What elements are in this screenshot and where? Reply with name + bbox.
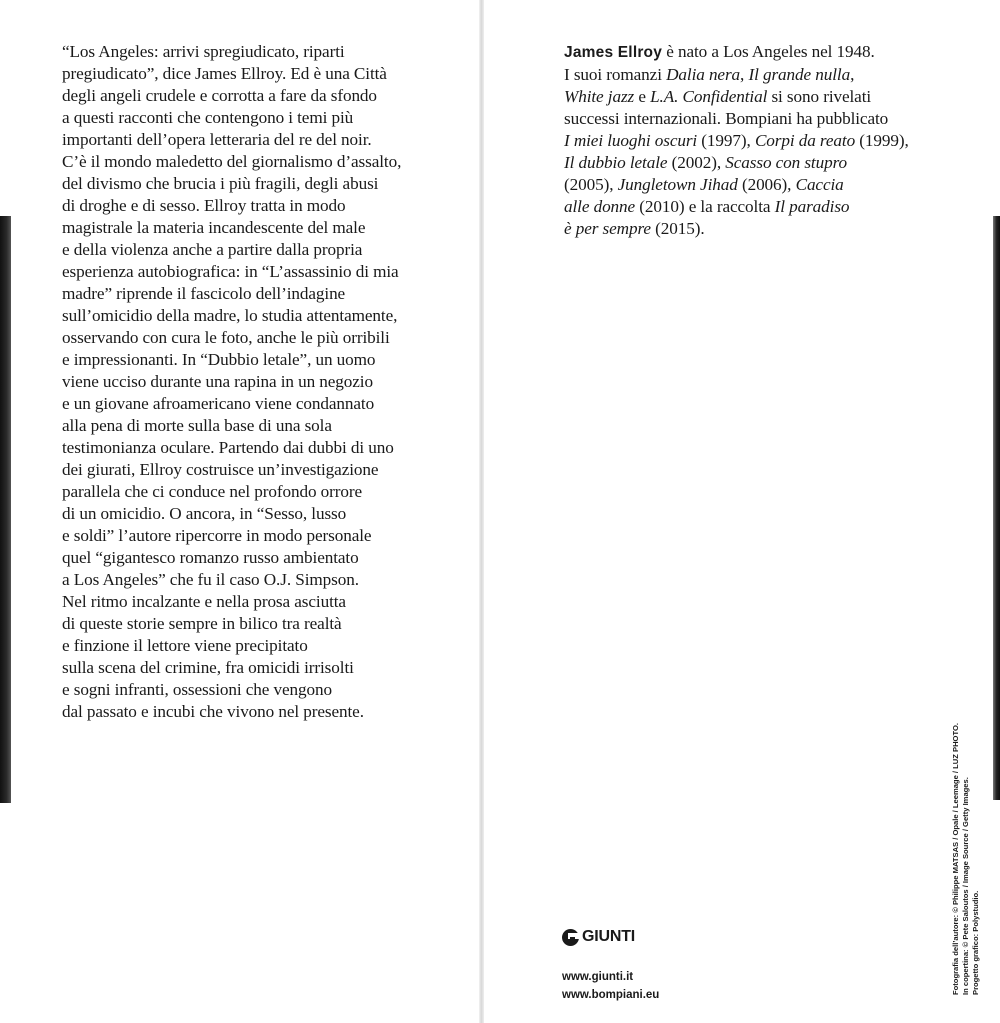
author-bio [564,41,964,240]
blurb-line: pregiudicato”, dice James Ellroy. Ed è una Città [62,64,387,83]
blurb-line: di un omicidio. O ancora, in “Sesso, lusso [62,504,347,523]
blurb-line: e un giovane afroamericano viene condannato [62,394,375,413]
blurb-line: e finzione il lettore viene precipitato [62,636,308,655]
bio-text: , [850,65,855,84]
bio-line [564,86,964,108]
blurb-line: di queste storie sempre in bilico tra realtà [62,614,342,633]
bio-text: (1997), [697,131,755,150]
bio-text: si sono rivelati [767,87,872,106]
blurb-line: esperienza autobiografica: in “L’assassinio di mia [62,262,399,281]
blurb-line: alla pena di morte sulla base di una sola [62,416,332,435]
blurb-line: di droghe e di sesso. Ellroy tratta in modo [62,196,346,215]
book-title: White jazz [564,87,635,106]
blurb-line: a Los Angeles” che fu il caso O.J. Simpson. [62,570,359,589]
bio-line [564,174,964,196]
bio-text: , [740,65,749,84]
blurb-line: osservando con cura le foto, anche le più orribili [62,328,390,347]
book-title: Caccia [795,175,844,194]
blurb-line: sull’omicidio della madre, lo studia attentamente, [62,306,398,325]
bio-line [564,218,964,240]
bio-line [564,64,964,86]
bio-line [564,196,964,218]
book-title: Jungletown Jihad [617,175,738,194]
bio-text: (2015). [650,219,705,238]
blurb-line: quel “gigantesco romanzo russo ambientato [62,548,359,567]
bio-line: successi internazionali. Bompiani ha pubblicato [564,109,889,128]
blurb-line: C’è il mondo maledetto del giornalismo d’assalto, [62,152,402,171]
blurb-line: e sogni infranti, ossessioni che vengono [62,680,333,699]
blurb-line: dei giurati, Ellroy costruisce un’investigazione [62,460,379,479]
book-title: Scasso con stupro [725,153,848,172]
cover-edge-left [0,216,11,803]
bio-text: I suoi romanzi [564,65,667,84]
giunti-website-link[interactable]: www.giunti.it [562,971,634,983]
blurb-line: a questi racconti che contengono i temi più [62,108,354,127]
bio-text: (2006), [737,175,796,194]
blurb-line: parallela che ci conduce nel profondo orrore [62,482,363,501]
blurb-line: Nel ritmo incalzante e nella prosa asciutta [62,592,346,611]
bio-text: è nato a Los Angeles nel 1948. [662,42,875,61]
blurb-line: e soldi” l’autore ripercorre in modo personale [62,526,372,545]
credit-line: Fotografia dell’autore: © Philippe MATSAS / Opale / Leemage / LUZ PHOTO. [951,723,960,995]
bio-line [564,130,964,152]
blurb-line: testimonianza oculare. Partendo dai dubbi di uno [62,438,394,457]
book-title: alle donne [564,197,636,216]
bio-text: e [634,87,651,106]
giunti-logo-icon [562,929,579,946]
publisher-logo-text: GIUNTI [582,928,636,945]
publisher-logo [562,926,635,948]
bio-line [564,152,964,174]
page-fold [479,0,484,1023]
book-title: Il paradiso [774,197,850,216]
bio-text: (2010) e la raccolta [635,197,775,216]
credit-line: In copertina: © Pete Saloutos / Image Source / Getty Images. [960,777,970,995]
book-blurb [62,41,462,723]
book-title: è per sempre [564,219,651,238]
blurb-line: del divismo che brucia i più fragili, degli abusi [62,174,379,193]
blurb-line: madre” riprende il fascicolo dell’indagine [62,284,346,303]
blurb-line: sulla scena del crimine, fra omicidi irrisolti [62,658,354,677]
publisher-links [562,968,659,1004]
blurb-line: e impressionanti. In “Dubbio letale”, un uomo [62,350,376,369]
book-title: I miei luoghi oscuri [564,131,698,150]
bio-text: (2005), [564,175,618,194]
cover-edge-right [993,216,1000,800]
credit-line: Progetto grafico: Polystudio. [970,890,980,995]
blurb-line: e della violenza anche a partire dalla propria [62,240,363,259]
bompiani-website-link[interactable]: www.bompiani.eu [562,989,660,1001]
blurb-line: viene ucciso durante una rapina in un negozio [62,372,373,391]
bio-line [564,41,964,64]
blurb-line: importanti dell’opera letteraria del re del noir. [62,130,372,149]
book-title: Dalia nera [666,65,741,84]
blurb-line: dal passato e incubi che vivono nel presente. [62,702,364,721]
photo-credits [951,725,991,995]
blurb-line: degli angeli crudele e corrotta a fare da sfondo [62,86,377,105]
blurb-line: magistrale la materia incandescente del male [62,218,366,237]
author-name: James Ellroy [564,44,663,61]
book-title: L.A. Confidential [650,87,768,106]
book-title: Il dubbio letale [564,153,668,172]
book-title: Corpi da reato [754,131,856,150]
blurb-line: “Los Angeles: arrivi spregiudicato, riparti [62,42,345,61]
bio-text: (1999), [855,131,909,150]
bio-text: (2002), [667,153,726,172]
book-title: Il grande nulla [748,65,851,84]
